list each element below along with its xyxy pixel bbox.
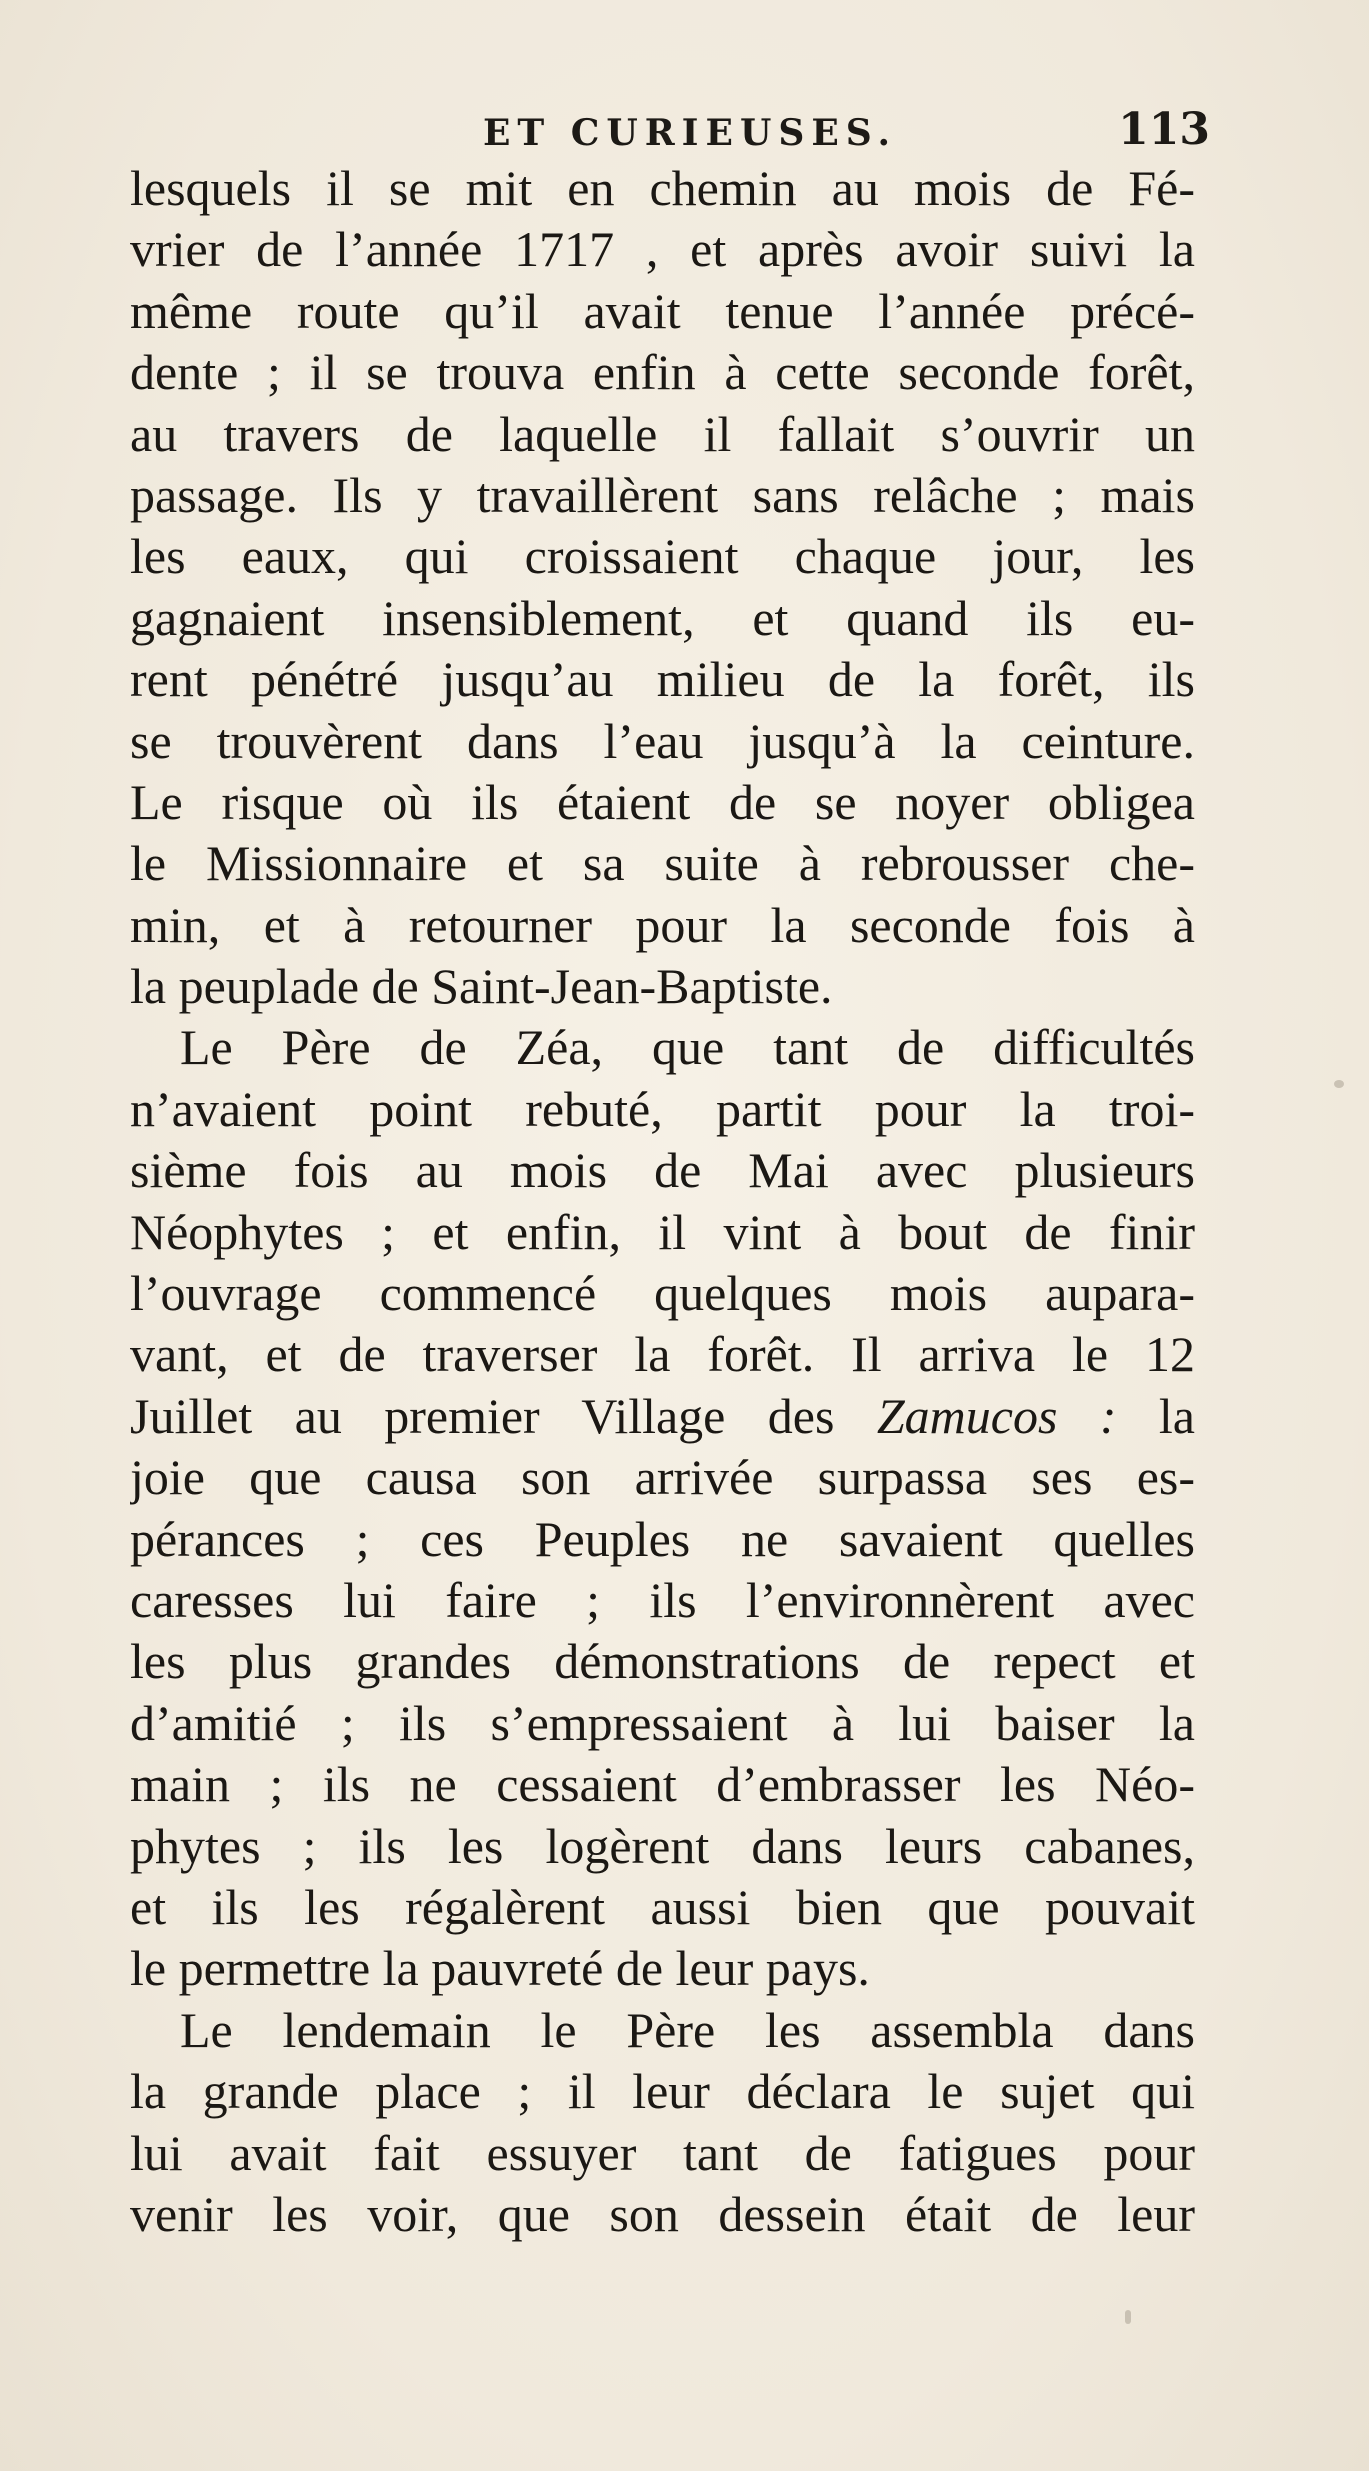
text-line: vant, et de traverser la forêt. Il arriva le 12 (130, 1326, 1195, 1383)
text-line: phytes ; ils les logèrent dans leurs cabanes, (130, 1817, 1195, 1874)
text-line: pérances ; ces Peuples ne savaient quelles (130, 1510, 1195, 1567)
text-line: vrier de l’année 1717 , et après avoir suivi la (130, 221, 1195, 278)
text-line: les eaux, qui croissaient chaque jour, les (130, 528, 1195, 585)
text-line: la peuplade de Saint-Jean-Baptiste. (130, 958, 833, 1015)
paper-speck (1125, 2310, 1131, 2324)
page-number: 113 (1118, 104, 1210, 155)
text-line: même route qu’il avait tenue l’année précé- (130, 282, 1195, 339)
text-line: Le lendemain le Père les assembla dans (180, 2001, 1195, 2058)
text-line: le Missionnaire et sa suite à rebrousser che- (130, 835, 1195, 892)
text-line: joie que causa son arrivée surpassa ses es- (130, 1449, 1195, 1506)
text-line: caresses lui faire ; ils l’environnèrent avec (130, 1571, 1195, 1628)
text-line: au travers de laquelle il fallait s’ouvrir un (130, 405, 1195, 462)
text-line: l’ouvrage commencé quelques mois aupara- (130, 1265, 1195, 1322)
text-line: dente ; il se trouva enfin à cette seconde forêt, (130, 344, 1195, 401)
text-segment: Juillet au premier Village des (130, 1387, 877, 1444)
text-line: se trouvèrent dans l’eau jusqu’à la ceinture. (130, 712, 1195, 769)
text-line: les plus grandes démonstrations de repect et (130, 1633, 1195, 1690)
text-line: passage. Ils y travaillèrent sans relâche ; mais (130, 466, 1195, 523)
text-line: main ; ils ne cessaient d’embrasser les Néo- (130, 1756, 1195, 1813)
body-text (130, 158, 1195, 2245)
text-line-mixed (130, 1386, 1195, 1447)
text-line: lui avait fait essuyer tant de fatigues pour (130, 2124, 1195, 2181)
paper-speck (1334, 1080, 1344, 1088)
text-line: d’amitié ; ils s’empressaient à lui baiser la (130, 1694, 1195, 1751)
text-line: Néophytes ; et enfin, il vint à bout de finir (130, 1203, 1195, 1260)
text-line: min, et à retourner pour la seconde fois à (130, 896, 1195, 953)
text-line: n’avaient point rebuté, partit pour la troi- (130, 1080, 1195, 1137)
text-line: la grande place ; il leur déclara le sujet qui (130, 2063, 1195, 2120)
text-line: gagnaient insensiblement, et quand ils eu- (130, 589, 1195, 646)
text-line: le permettre la pauvreté de leur pays. (130, 1940, 870, 1997)
text-line: Le Père de Zéa, que tant de difficultés (180, 1019, 1195, 1076)
text-line: et ils les régalèrent aussi bien que pouvait (130, 1878, 1195, 1935)
text-line: lesquels il se mit en chemin au mois de Fé- (130, 160, 1195, 216)
text-line: Le risque où ils étaient de se noyer obligea (130, 773, 1195, 830)
italic-term: Zamucos : (876, 1387, 1117, 1444)
text-line: rent pénétré jusqu’au milieu de la forêt, ils (130, 651, 1195, 708)
running-head: ET CURIEUSES. (482, 112, 898, 154)
text-line: sième fois au mois de Mai avec plusieurs (130, 1142, 1195, 1199)
text-segment: la (1116, 1387, 1195, 1444)
text-line: venir les voir, que son dessein était de leur (130, 2185, 1195, 2242)
